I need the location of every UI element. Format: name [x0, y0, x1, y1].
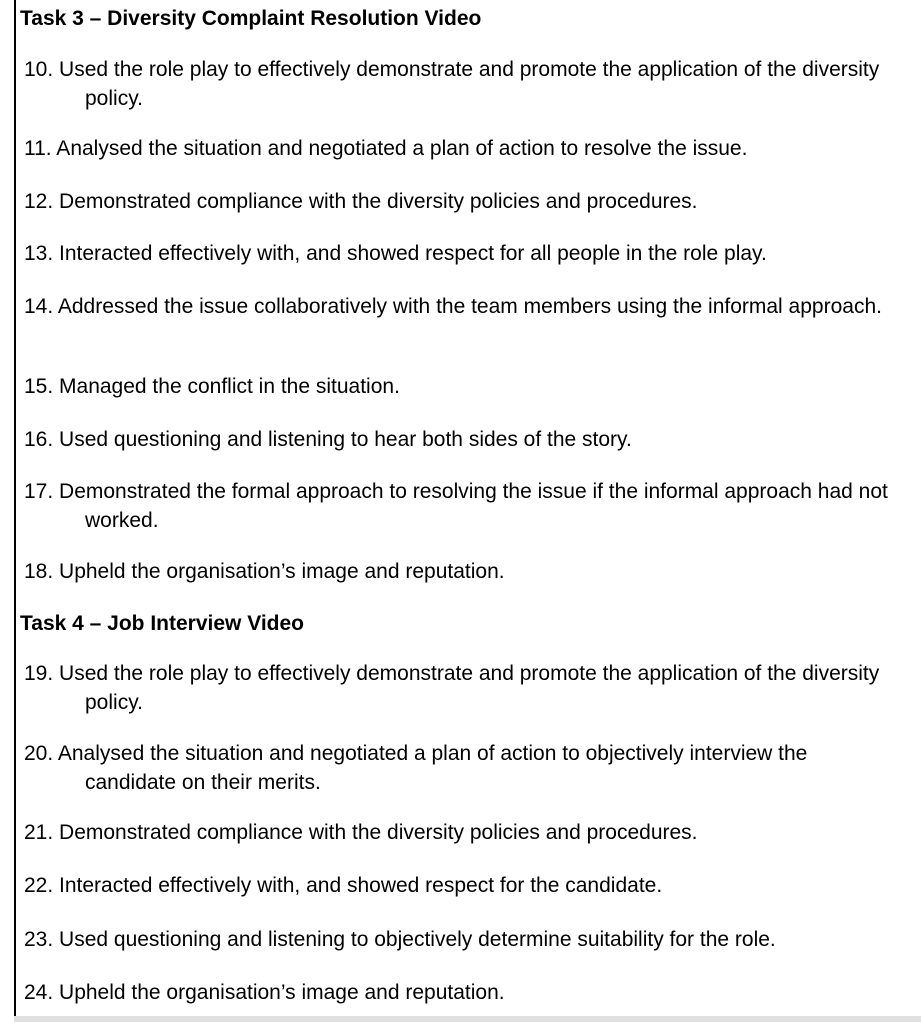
criterion-17: 17. Demonstrated the formal approach to resolving the issue if the informal approach had not worked.: [24, 480, 888, 532]
criterion-15: 15. Managed the conflict in the situation.: [24, 375, 400, 398]
criterion-16: 16. Used questioning and listening to hear both sides of the story.: [24, 428, 632, 451]
table-left-border: [14, 0, 16, 1022]
criterion-21: 21. Demonstrated compliance with the diversity policies and procedures.: [24, 821, 698, 844]
criterion-20: 20. Analysed the situation and negotiated a plan of action to objectively interview the candidate on their merits.: [24, 742, 808, 794]
criterion-11: 11. Analysed the situation and negotiated a plan of action to resolve the issue.: [24, 137, 748, 160]
criterion-14: 14. Addressed the issue collaboratively with the team members using the informal approach.: [24, 295, 882, 318]
criterion-19: 19. Used the role play to effectively demonstrate and promote the application of the diversity policy.: [24, 662, 880, 714]
bottom-border: [14, 1016, 921, 1022]
task-3-heading: Task 3 – Diversity Complaint Resolution Video: [20, 7, 482, 30]
criterion-23: 23. Used questioning and listening to objectively determine suitability for the role.: [24, 928, 776, 951]
criterion-22: 22. Interacted effectively with, and showed respect for the candidate.: [24, 874, 663, 897]
criterion-18: 18. Upheld the organisation’s image and reputation.: [24, 560, 505, 583]
criterion-24: 24. Upheld the organisation’s image and reputation.: [24, 981, 505, 1004]
task-4-heading: Task 4 – Job Interview Video: [20, 612, 305, 635]
criterion-10: 10. Used the role play to effectively demonstrate and promote the application of the diversity policy.: [24, 58, 880, 110]
criterion-12: 12. Demonstrated compliance with the diversity policies and procedures.: [24, 190, 698, 213]
criterion-13: 13. Interacted effectively with, and showed respect for all people in the role play.: [24, 242, 767, 265]
